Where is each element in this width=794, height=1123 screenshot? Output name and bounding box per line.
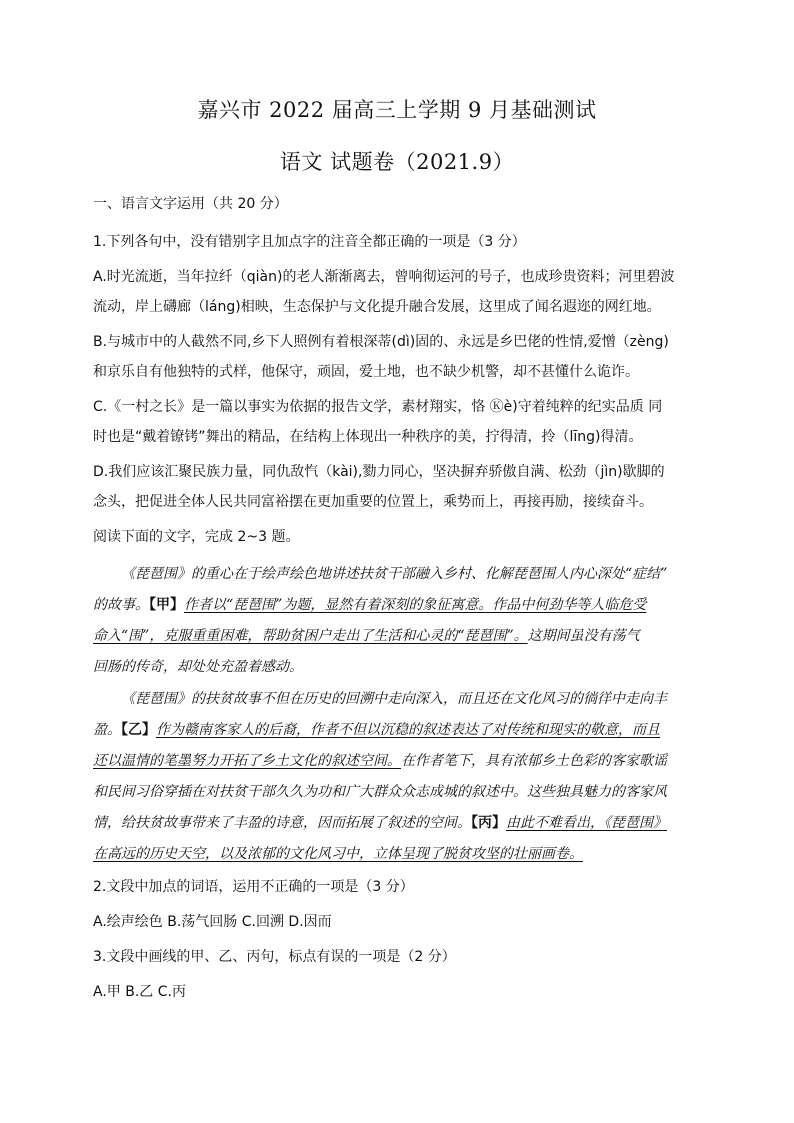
passage-p1-line2	[93, 596, 723, 614]
passage-p1-line4: 回肠的传奇，却处处充盈着感动。	[93, 659, 303, 675]
marker-jia: 【甲】	[149, 597, 184, 613]
question-1-stem: 1.下列各句中，没有错别字且加点字的注音全都正确的一项是（3 分）	[93, 234, 526, 250]
passage-p1-line3	[93, 627, 723, 645]
reading-intro: 阅读下面的文字，完成 2~3 题。	[93, 529, 300, 545]
question-3-stem: 3.文段中画线的甲、乙、丙句，标点有误的一项是（2 分）	[93, 949, 456, 965]
question-2-options: A.绘声绘色 B.荡气回肠 C.回溯 D.因而	[93, 914, 332, 930]
passage-text: 在作者笔下，具有浓郁乡土色彩的客家歌谣	[401, 753, 667, 769]
marker-yi: 【乙】	[121, 722, 156, 738]
q1-option-a-line2: 流动，岸上礴廊（láng)相映，生态保护与文化提升融合发展，这里成了闻名遐迩的网红地。	[93, 299, 661, 315]
passage-p2-line3	[93, 752, 723, 770]
q1-option-d-line2: 念头，把促进全体人民共同富裕摆在更加重要的位置上，乘势而上，再接再励，接续奋斗。	[93, 494, 653, 510]
passage-p1-line1: 《琵琶围》的重心在于绘声绘色地讲述扶贫干部融入乡村、化解琵琶围人内心深处“症结”	[121, 566, 668, 582]
underlined-sentence-bing-cont: 在高远的历史天空，以及浓郁的文化风习中，立体呈现了脱贫攻坚的壮丽画卷。	[93, 846, 583, 862]
passage-p2-line4: 和民间习俗穿插在对扶贫干部久久为功和广大群众众志成城的叙述中。这些独具魅力的客家风	[93, 784, 667, 800]
passage-p2-line6	[93, 845, 723, 863]
section-heading: 一、语言文字运用（共 20 分）	[93, 196, 288, 212]
q1-option-b-line2: 和京乐自有他独特的式样，他保守，顽固，爱土地，也不缺少机警，却不甚懂什么诡诈。	[93, 364, 639, 380]
passage-text: 盈。	[93, 722, 121, 738]
question-2-stem: 2.文段中加点的词语，运用不正确的一项是（3 分）	[93, 879, 414, 895]
underlined-sentence-yi-cont: 还以温情的笔墨努力开拓了乡土文化的叙述空间。	[93, 753, 401, 769]
passage-p2-line5	[93, 814, 723, 832]
underlined-sentence-jia: 作者以“琵琶围”为题，显然有着深刻的象征寓意。作品中何劲华等人临危受	[184, 597, 647, 613]
q1-option-a-line1: A.时光流逝，当年拉纤（qiàn)的老人渐渐离去，曾响彻运河的号子，也成珍贵资料；河里碧波	[93, 269, 675, 285]
passage-p2-line1: 《琵琶围》的扶贫故事不但在历史的回溯中走向深入，而且还在文化风习的徜徉中走向丰	[121, 691, 667, 707]
q1-option-b-line1: B.与城市中的人截然不同,乡下人照例有着根深蒂(dì)固的、永远是乡巴佬的性情,爱憎（zèng)	[93, 334, 669, 350]
page-title: 嘉兴市 2022 届高三上学期 9 月基础测试	[197, 98, 597, 122]
q1-option-d-line1: D.我们应该汇聚民族力量，同仇敌忾（kài),勠力同心，坚决摒弃骄傲自满、松劲（jìn)歇脚的	[93, 464, 665, 480]
page-subtitle: 语文 试题卷（2021.9）	[279, 150, 515, 174]
passage-text: 情，给扶贫故事带来了丰盈的诗意，因而拓展了叙述的空间。	[93, 815, 471, 831]
q1-option-c-line2: 时也是“戴着镣铐”舞出的精品，在结构上体现出一种秩序的美，拧得清，拎（līng)得清。	[93, 429, 643, 445]
passage-text: 的故事。	[93, 597, 149, 613]
marker-bing: 【丙】	[471, 815, 506, 831]
underlined-sentence-yi: 作为赣南客家人的后裔，作者不但以沉稳的叙述表达了对传统和现实的敬意，而且	[156, 722, 660, 738]
passage-text: 这期间虽没有荡气	[527, 628, 640, 644]
passage-p2-line2	[93, 721, 723, 739]
underlined-sentence-bing: 由此不难看出，《琵琶围》	[506, 815, 667, 831]
underlined-sentence-jia-cont: 命入“围”，克服重重困难，帮助贫困户走出了生活和心灵的“琵琶围”。	[93, 628, 528, 644]
question-3-options: A.甲 B.乙 C.丙	[93, 984, 186, 1000]
q1-option-c-line1: C.《一村之长》是一篇以事实为依据的报告文学，素材翔实，恪 Ⓚè)守着纯粹的纪实品质 同	[93, 399, 663, 415]
